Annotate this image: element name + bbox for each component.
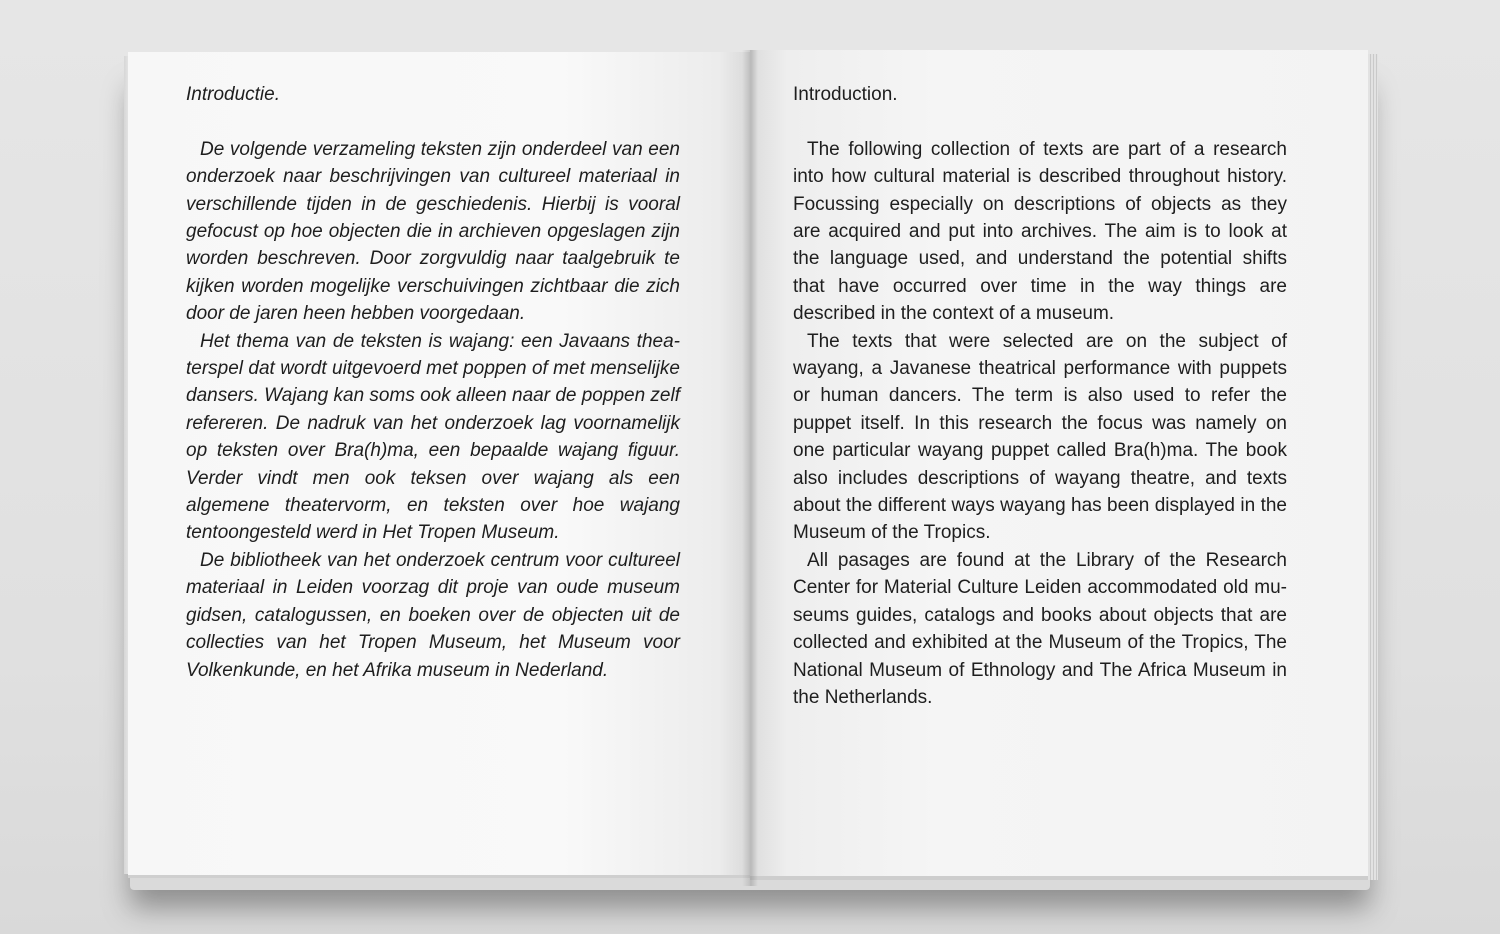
page-title: Introductie. <box>186 84 280 105</box>
book-gutter <box>742 50 758 886</box>
paragraph: De volgende verzameling teksten zijn onderdeel van een onderzoek naar beschrijvingen van cultureel materiaal in verschillende tijden in de geschiedenis. Hierbij is vooral gefocust op hoe objecten die in archieven opgeslagen zijn worden beschreven. Door zorgvuldig naar taalgebruik te kijken worden mogelijke verschuivingen zichtbaar die zich door de jaren heen hebben voorgedaan. <box>186 138 680 325</box>
page-title: Introduction. <box>793 84 898 105</box>
paragraph: The texts that were selected are on the subject of wayang, a Javanese theatrical performance with puppets or human dancers. The term is also used to refer the puppet itself. In this research the focus was namely on one particular wayang puppet called Bra(h)ma. The book also includes descriptions of wayang theatre, and texts about the different ways wayang has been displayed in the Museum of the Tropics. <box>793 330 1287 544</box>
right-page-text <box>793 81 1287 711</box>
paragraph: All pasages are found at the Library of the Research Center for Material Culture Leiden accommodated old museums guides, catalogs and books about objects that are collected and exhibited at the Museum of the Tropics, The National Museum of Ethnology and The Africa Museum in the Netherlands. <box>793 549 1287 708</box>
paragraph: Het thema van de teksten is wajang: een Javaans theaterspel dat wordt uitgevoerd met poppen of met menselijke dansers. Wajang kan soms ook alleen naar de poppen zelf refereren. De nadruk van het onderzoek lag voornamelijk op teksten over Bra(h)ma, een bepaalde wajang figuur. Verder vindt men ook teksen over wajang als een algemene theatervorm, en teksten over hoe wajang tentoongesteld werd in Het Tropen Museum. <box>186 330 680 544</box>
paragraph: The following collection of texts are part of a research into how cultural material is described throughout history. Focussing especially on descriptions of objects as they are acquired and put into archives. The aim is to look at the language used, and understand the potential shifts that have occurred over time in the way things are described in the context of a museum. <box>793 138 1287 325</box>
left-page-text <box>186 81 680 684</box>
paragraph: De bibliotheek van het onderzoek centrum voor cultureel materiaal in Leiden voorzag dit proje van oude museum gidsen, catalogussen, en boeken over de objecten uit de collecties van het Tropen Museum, het Museum voor Volkenkunde, en het Afrika museum in Nederland. <box>186 549 680 681</box>
